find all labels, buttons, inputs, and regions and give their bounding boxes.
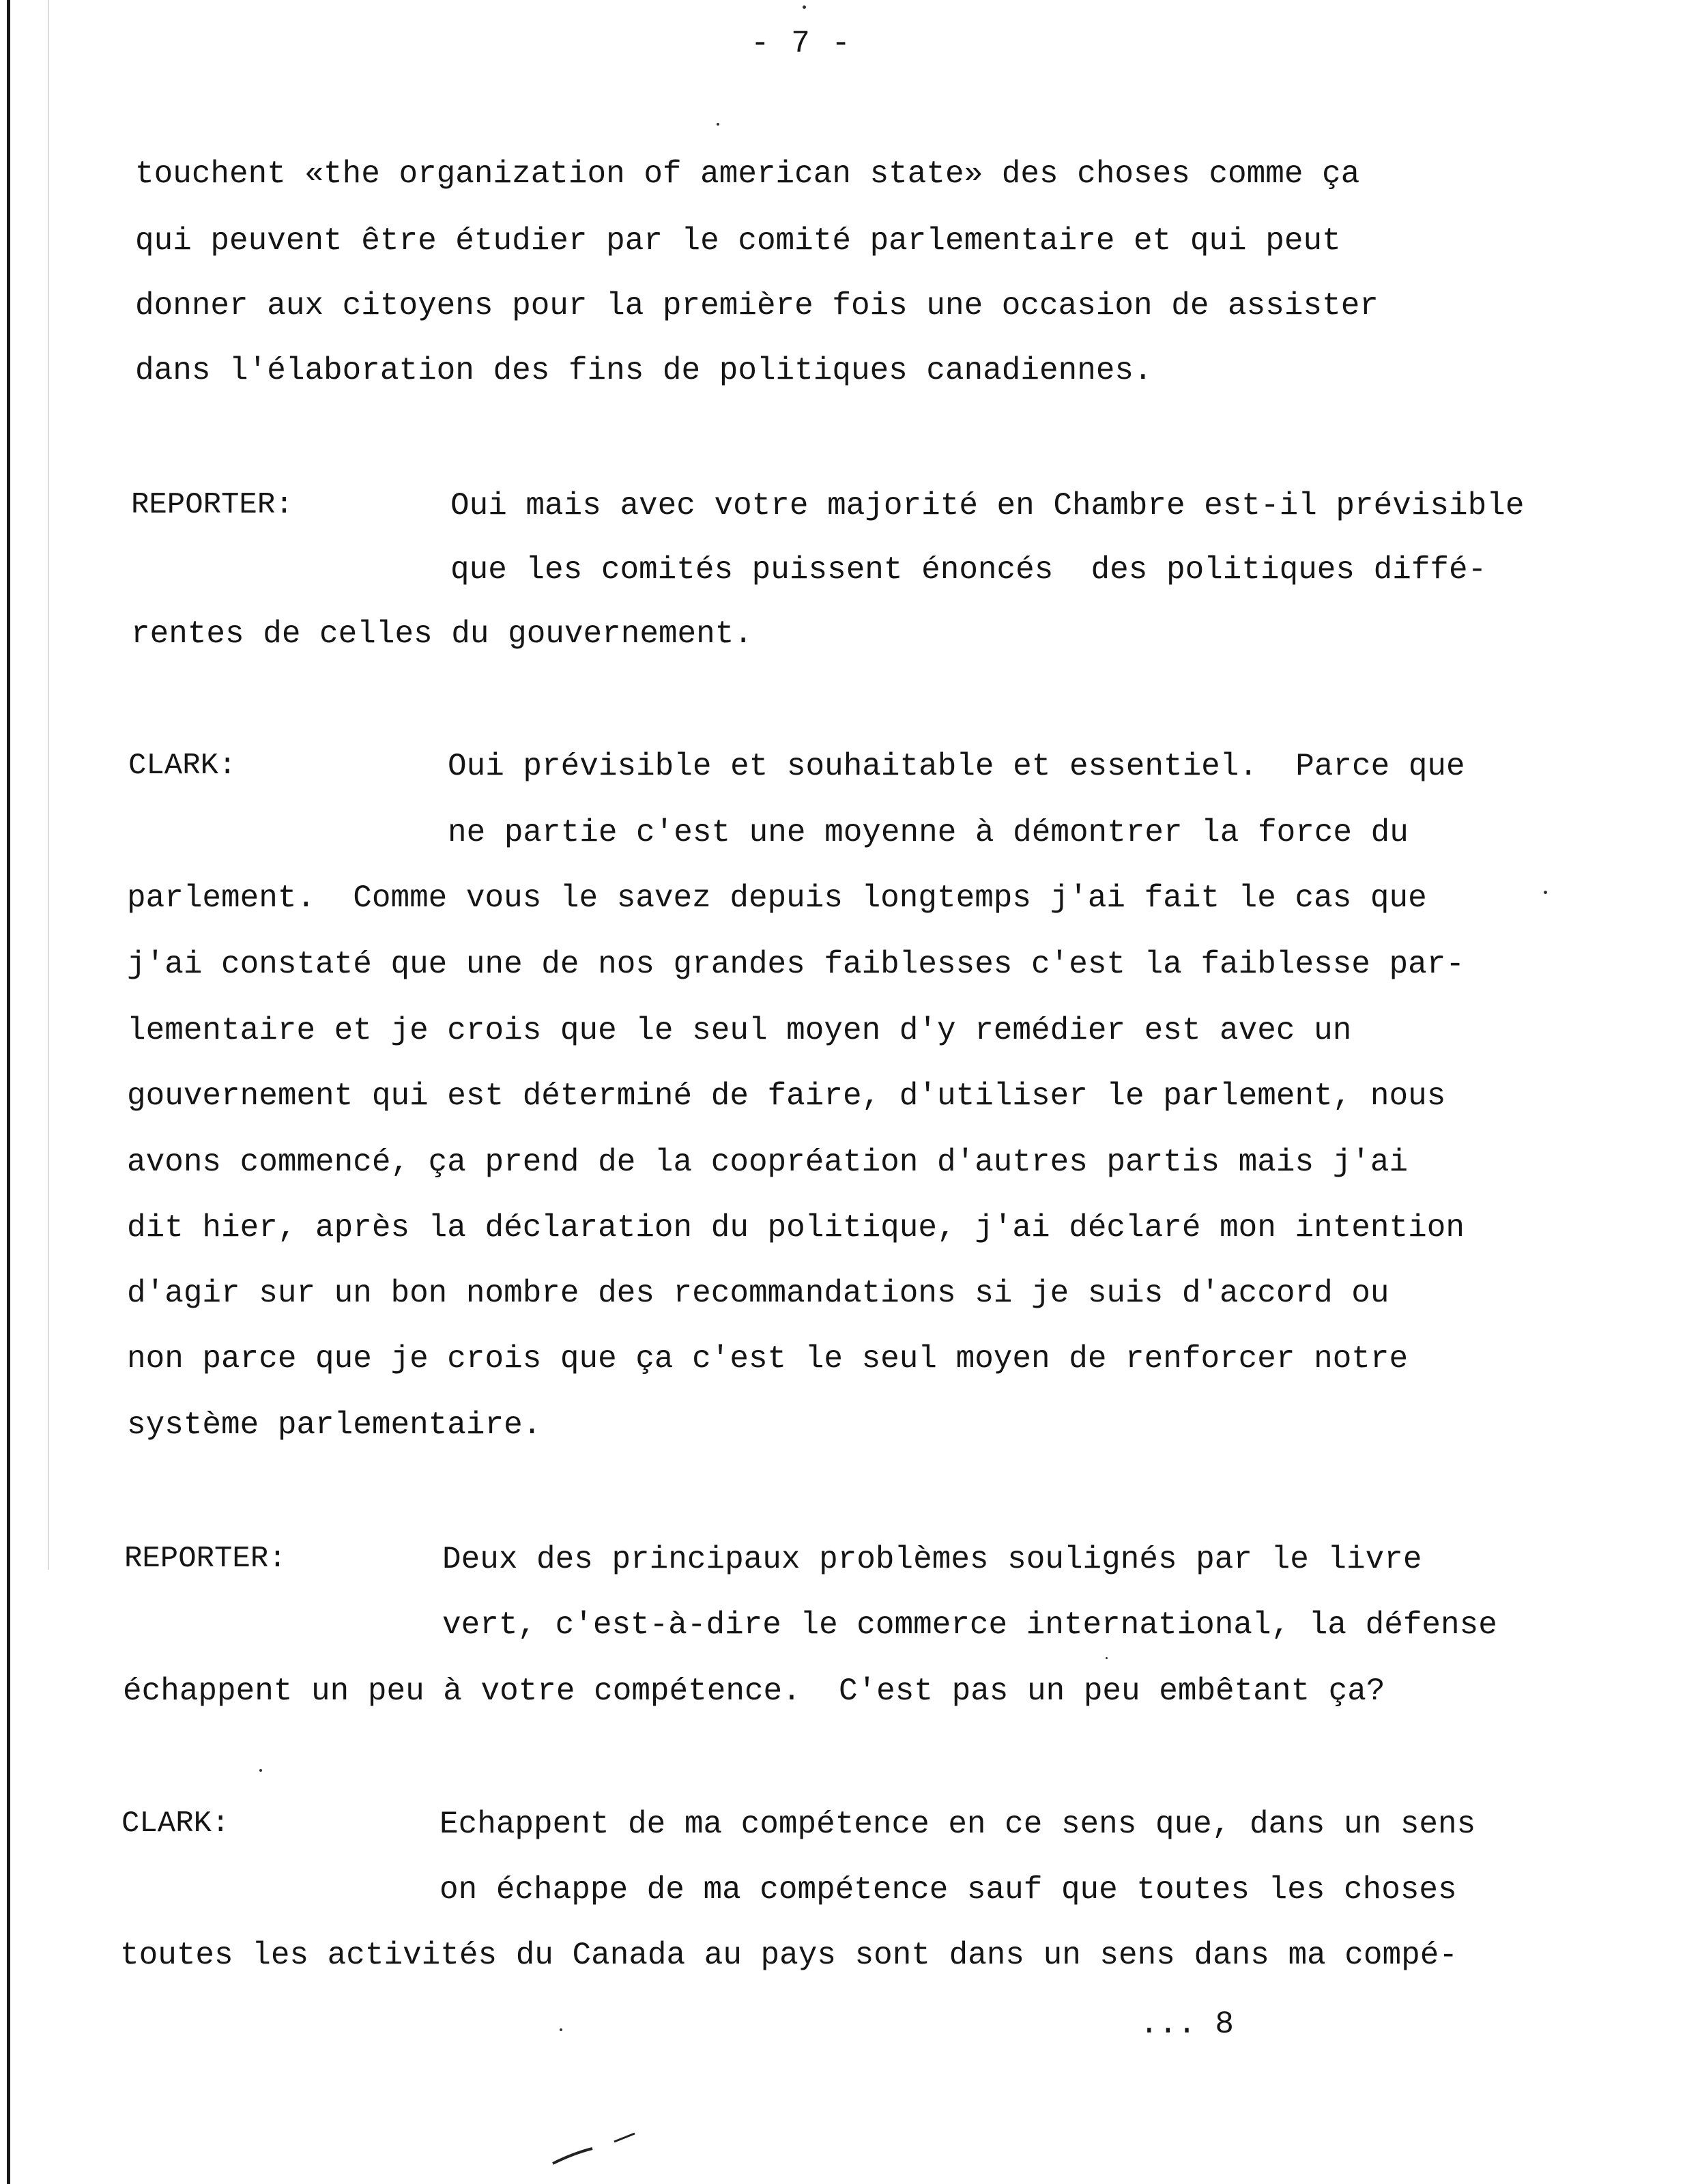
text-line: Deux des principaux problèmes soulignés par le livre (442, 1542, 1422, 1577)
text-line: toutes les activités du Canada au pays sont dans un sens dans ma compé- (120, 1938, 1458, 1973)
text-line: dit hier, après la déclaration du politique, j'ai déclaré mon intention (127, 1210, 1465, 1246)
text-line: avons commencé, ça prend de la coopréation d'autres partis mais j'ai (127, 1145, 1409, 1180)
text-line: donner aux citoyens pour la première fois une occasion de assister (135, 288, 1379, 324)
text-line: échappent un peu à votre compétence. C'est pas un peu embêtant ça? (123, 1673, 1385, 1709)
scan-speck (1106, 1657, 1108, 1659)
scan-speck (717, 123, 719, 126)
text-line: lementaire et je crois que le seul moyen d'y remédier est avec un (127, 1013, 1352, 1048)
speaker-label-reporter: REPORTER: (124, 1542, 287, 1576)
binding-edge-line (7, 0, 10, 2184)
text-line: dans l'élaboration des fins de politiques canadiennes. (135, 353, 1153, 388)
scan-speck (1544, 891, 1547, 894)
text-line: vert, c'est-à-dire le commerce international, la défense (442, 1607, 1497, 1643)
text-line: ne partie c'est une moyenne à démontrer la force du (448, 815, 1409, 850)
text-line: non parce que je crois que ça c'est le seul moyen de renforcer notre (127, 1341, 1409, 1377)
speaker-label-reporter: REPORTER: (131, 488, 293, 522)
text-line: que les comités puissent énoncés des politiques diffé- (450, 552, 1487, 588)
text-line: parlement. Comme vous le savez depuis longtemps j'ai fait le cas que (127, 880, 1427, 916)
text-line: d'agir sur un bon nombre des recommandations si je suis d'accord ou (127, 1276, 1389, 1311)
page-number: - 7 - (751, 26, 852, 61)
text-line: gouvernement qui est déterminé de faire, d'utiliser le parlement, nous (127, 1078, 1446, 1114)
text-line: on échappe de ma compétence sauf que toutes les choses (440, 1872, 1457, 1908)
scan-speck (560, 2028, 562, 2031)
speaker-label-clark: CLARK: (128, 749, 237, 783)
continuation-marker: ... 8 (1140, 2007, 1235, 2042)
text-line: Oui prévisible et souhaitable et essentiel. Parce que (448, 749, 1465, 784)
faint-margin-line (48, 0, 49, 1570)
scan-speck (803, 5, 806, 9)
text-line: j'ai constaté que une de nos grandes faiblesses c'est la faiblesse par- (127, 947, 1465, 982)
pen-mark (539, 2068, 689, 2184)
text-line: rentes de celles du gouvernement. (131, 616, 753, 652)
speaker-label-clark: CLARK: (121, 1807, 230, 1841)
text-line: Echappent de ma compétence en ce sens que, dans un sens (440, 1807, 1476, 1842)
text-line: Oui mais avec votre majorité en Chambre est-il prévisible (450, 488, 1525, 523)
text-line: touchent «the organization of american state» des choses comme ça (135, 156, 1360, 192)
text-line: système parlementaire. (127, 1407, 542, 1443)
text-line: qui peuvent être étudier par le comité parlementaire et qui peut (135, 223, 1341, 259)
scan-speck (259, 1769, 262, 1772)
